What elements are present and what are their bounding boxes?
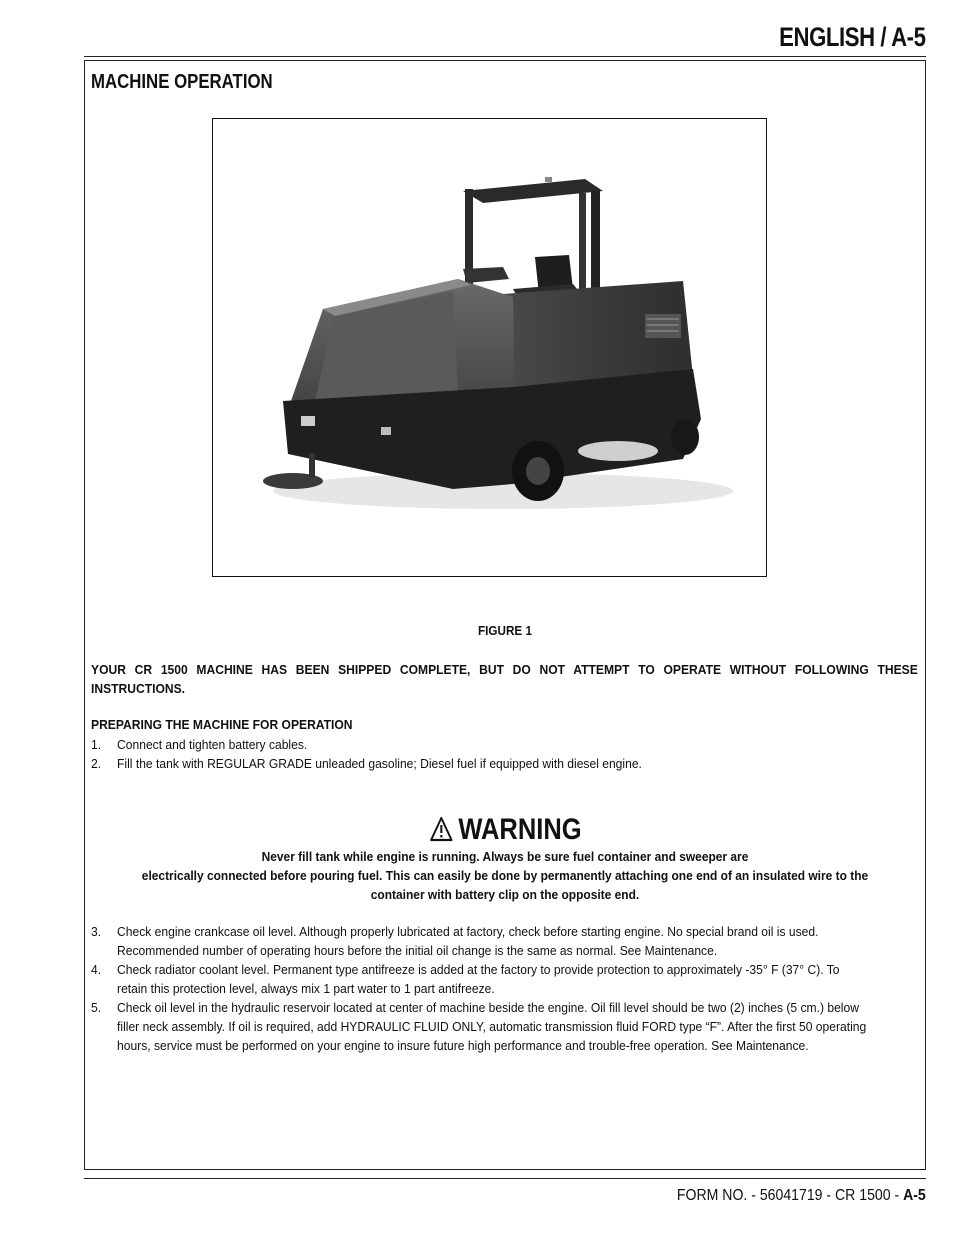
step-line: Check engine crankcase oil level. Although properly lubricated at factory, check before starting engine. No special brand oil is used. [117, 924, 819, 939]
warning-line: electrically connected before pouring fuel. This can easily be done by permanently attaching one end of an insulated wire to the [141, 868, 869, 883]
list-item [91, 960, 935, 998]
page-header-title: ENGLISH / A-5 [779, 22, 926, 52]
steps-list-2 [91, 922, 954, 1055]
intro-paragraph: YOUR CR 1500 MACHINE HAS BEEN SHIPPED COMPLETE, BUT DO NOT ATTEMPT TO OPERATE WITHOUT FOLLOWING THESE INSTRUCTIONS. [91, 662, 918, 696]
step-line: retain this protection level, always mix 1 part water to 1 part antifreeze. [117, 981, 495, 996]
step-line: hours, service must be performed on your engine to insure future high performance and trouble-free operation. See Maintenance. [117, 1038, 809, 1053]
step-line: Check radiator coolant level. Permanent type antifreeze is added at the factory to provide protection to approximately -35° F (37° C). To [117, 962, 840, 977]
list-item [91, 735, 935, 754]
step-line: filler neck assembly. If oil is required, add HYDRAULIC FLUID ONLY, automatic transmission fluid FORD type “F”. After the first 50 operating [117, 1019, 867, 1034]
warning-line: container with battery clip on the opposite end. [370, 887, 640, 902]
list-item [91, 754, 935, 773]
step-text: Fill the tank with REGULAR GRADE unleaded gasoline; Diesel fuel if equipped with diesel engine. [117, 756, 642, 771]
warning-title [84, 812, 926, 848]
step-number: 4. [91, 962, 102, 977]
step-number: 1. [91, 737, 102, 752]
step-number: 3. [91, 924, 102, 939]
sweeper-machine-illustration [213, 119, 765, 575]
list-item [91, 922, 935, 960]
warning-line: Never fill tank while engine is running. Always be sure fuel container and sweeper are [261, 849, 749, 864]
footer-rule [84, 1178, 926, 1179]
footer-page-number: A-5 [903, 1187, 926, 1204]
warning-text [90, 847, 920, 904]
list-item [91, 998, 935, 1055]
step-number: 5. [91, 1000, 102, 1015]
steps-list-1 [91, 735, 954, 773]
preparing-heading: PREPARING THE MACHINE FOR OPERATION [91, 717, 353, 732]
page-footer [677, 1187, 926, 1205]
figure-caption: FIGURE 1 [478, 623, 532, 638]
warning-label: WARNING [457, 813, 582, 846]
step-line: Recommended number of operating hours before the initial oil change is the same as normal. See Maintenance. [117, 943, 718, 958]
header-rule [84, 56, 926, 57]
section-title: MACHINE OPERATION [91, 71, 273, 93]
step-line: Check oil level in the hydraulic reservoir located at center of machine beside the engine. Oil fill level should be two (2) inches (5 cm.) below [117, 1000, 859, 1015]
warning-triangle-icon [429, 816, 453, 842]
step-number: 2. [91, 756, 102, 771]
footer-form-number: FORM NO. - 56041719 - CR 1500 - [677, 1187, 904, 1204]
step-text: Connect and tighten battery cables. [117, 737, 308, 752]
figure-1-image [212, 118, 767, 577]
